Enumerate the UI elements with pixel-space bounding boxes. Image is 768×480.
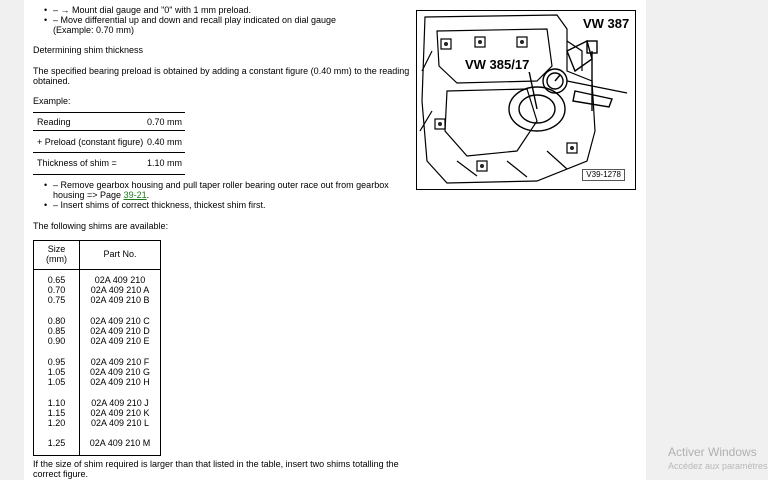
instruction-remove-housing: • – Remove gearbox housing and pull taper roller bearing outer race out from gearbox: [53, 180, 389, 191]
shim-size: 1.05: [47, 367, 66, 377]
shim-part: 02A 409 210 J: [91, 398, 149, 408]
calc-label-preload: + Preload (constant figure): [37, 137, 144, 147]
calc-value-reading: 0.70 mm: [147, 117, 183, 127]
instruction-mount-dial-gauge: • – → Mount dial gauge and "0" with 1 mm preload.: [53, 5, 251, 16]
shim-size: 0.75: [47, 295, 66, 305]
footer-note-line-2: correct figure.: [33, 469, 89, 479]
tool-label-vw385-17: VW 385/17: [465, 57, 530, 72]
shim-size: 1.15: [47, 408, 66, 418]
calc-rule-bottom: [33, 174, 185, 175]
calc-rule-top: [33, 112, 185, 113]
shim-table-header-rule: [34, 269, 160, 270]
shim-header-size-unit: (mm): [46, 254, 67, 264]
shim-size: 1.10: [47, 398, 66, 408]
page-link[interactable]: 39-21: [123, 190, 147, 200]
calc-label-thickness: Thickness of shim =: [37, 158, 117, 168]
page-ref-prefix: housing => Page: [53, 190, 124, 200]
instruction-move-differential: • – Move differential up and down and recall play indicated on dial gauge: [53, 15, 336, 26]
shim-size: 0.85: [47, 326, 66, 336]
instruction-example-value: (Example: 0.70 mm): [53, 25, 135, 35]
shim-part: 02A 409 210 D: [90, 326, 150, 336]
shims-intro: The following shims are available:: [33, 221, 169, 231]
shim-part: 02A 409 210 K: [90, 408, 150, 418]
shim-table: [33, 240, 161, 456]
shim-part: 02A 409 210 F: [90, 357, 150, 367]
activation-watermark-subtitle: Accédez aux paramètres: [668, 461, 768, 471]
shim-part: 02A 409 210 L: [90, 418, 150, 428]
shim-size: 0.90: [47, 336, 66, 346]
section-title: Determining shim thickness: [33, 45, 144, 55]
shim-size: 0.80: [47, 316, 66, 326]
shim-size: 0.65: [47, 275, 66, 285]
shim-part: 02A 409 210: [94, 275, 146, 285]
shim-header-size: Size: [47, 244, 66, 254]
calc-value-thickness: 1.10 mm: [147, 158, 183, 168]
shim-part: 02A 409 210 M: [89, 438, 151, 448]
shim-header-part: Part No.: [103, 249, 137, 259]
shim-size: 1.20: [47, 418, 66, 428]
shim-part: 02A 409 210 C: [90, 316, 150, 326]
gearbox-drawing: [417, 11, 635, 189]
shim-part: 02A 409 210 E: [90, 336, 150, 346]
shim-part: 02A 409 210 G: [89, 367, 151, 377]
footer-note-line-1: If the size of shim required is larger than that listed in the table, insert two shims totalling the: [33, 459, 399, 469]
gearbox-illustration: [416, 10, 636, 190]
shim-size: 0.70: [47, 285, 66, 295]
shim-size: 1.25: [47, 438, 66, 448]
page-ref-suffix: .: [146, 190, 150, 200]
description-line-1: The specified bearing preload is obtained by adding a constant figure (0.40 mm) to the reading: [33, 66, 410, 76]
tool-label-vw387: VW 387: [583, 16, 630, 31]
calc-rule-1: [33, 130, 185, 131]
activation-watermark-title: Activer Windows: [668, 445, 757, 459]
instruction-insert-shims: • – Insert shims of correct thickness, thickest shim first.: [53, 200, 266, 211]
calc-label-reading: Reading: [37, 117, 71, 127]
calc-value-preload: 0.40 mm: [147, 137, 183, 147]
shim-part: 02A 409 210 A: [90, 285, 150, 295]
shim-size: 1.05: [47, 377, 66, 387]
description-line-2: obtained.: [33, 76, 71, 86]
example-label: Example:: [33, 96, 71, 106]
calc-rule-2: [33, 152, 185, 153]
shim-part: 02A 409 210 B: [90, 295, 150, 305]
shim-size: 0.95: [47, 357, 66, 367]
figure-code: V39-1278: [582, 169, 625, 181]
shim-part: 02A 409 210 H: [90, 377, 150, 387]
